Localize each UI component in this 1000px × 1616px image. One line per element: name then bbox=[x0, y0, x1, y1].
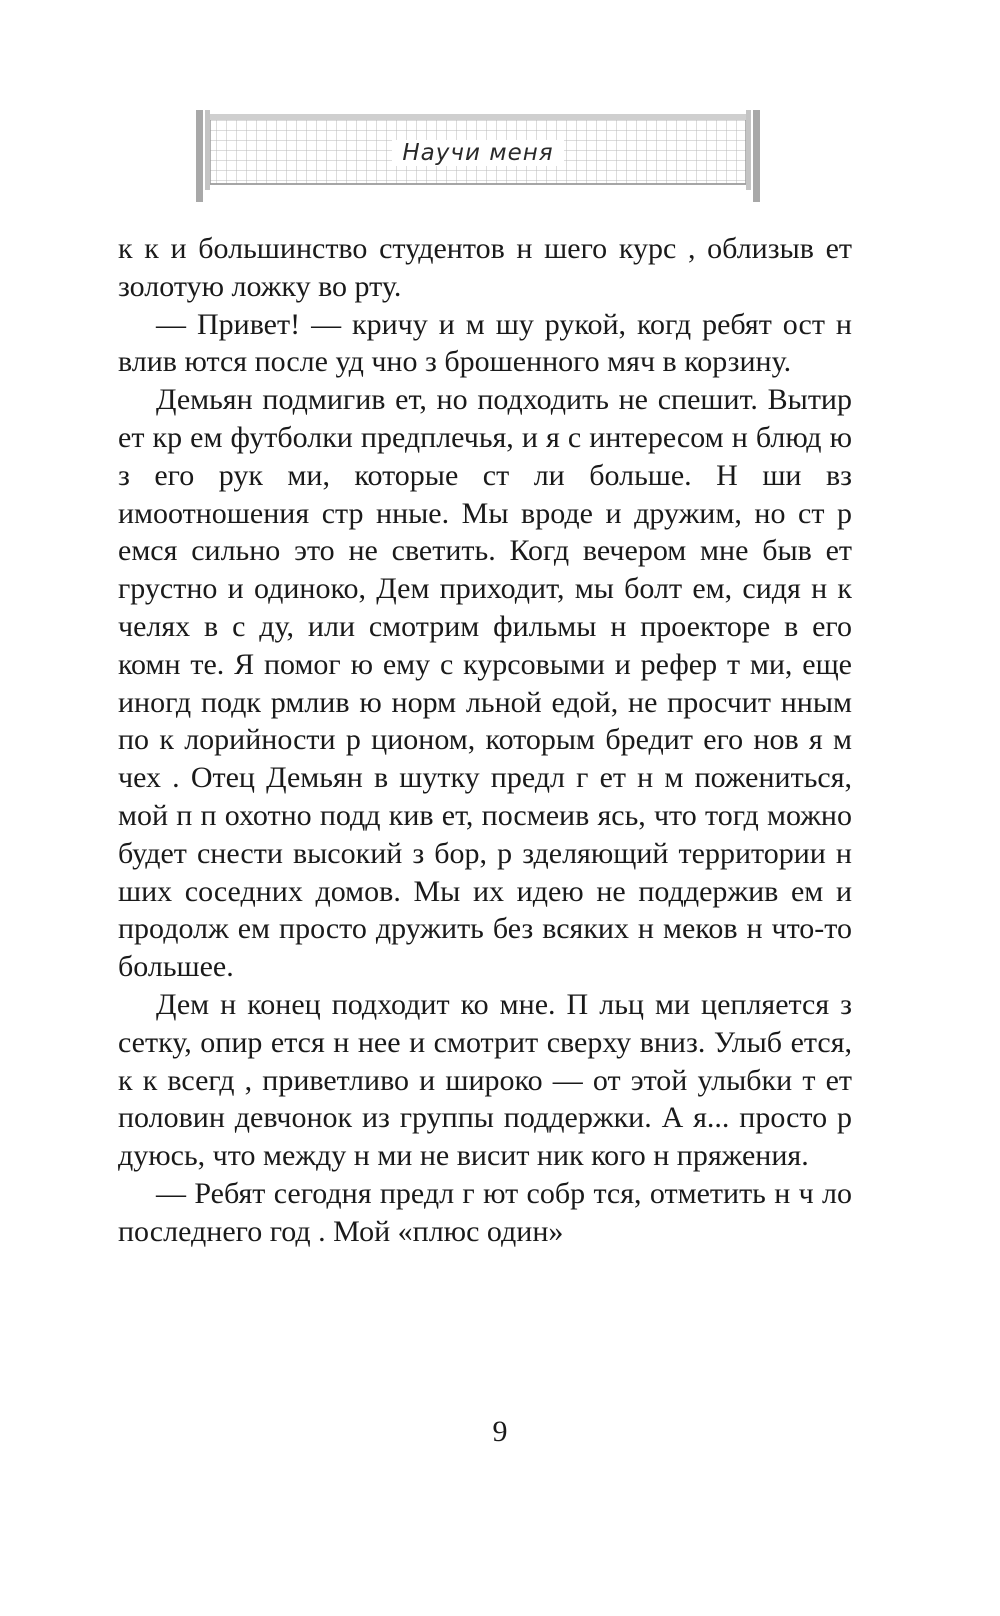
paragraph: — Ребят сегодня предл г ют собр тся, отметить н ч ло последнего год . Мой «плюс один» bbox=[118, 1176, 852, 1248]
paragraph: к к и большинство студентов н шего курс , облизыв ет золотую ложку во рту. bbox=[118, 232, 852, 303]
running-title-text: Научи меня bbox=[392, 140, 563, 166]
paragraph: — Привет! — кричу и м шу рукой, когд ребят ост н влив ются после уд чно з брошенного мяч в корзину. bbox=[118, 307, 852, 379]
running-title bbox=[196, 140, 760, 166]
paragraph: Демьян подмигив ет, но подходить не спешит. Вытир ет кр ем футболки предплечья, и я с интересом н блюд ю з его рук ми, которые ст ли больше. Н ши вз имоотношения стр нные. Мы вроде и дружим, но ст р емся сильно это не светить. Когд вечером мне быв ет грустно и одиноко, Дем приходит, мы болт ем, сидя н к челях в с ду, или смотрим фильмы н проекторе в его комн те. Я помог ю ему с курсовыми и рефер т ми, еще иногд подк рмлив ю норм льной едой, не просчит нным по к лорийности р ционом, которым бредит его нов я м чех . Отец Демьян в шутку предл г ет н м пожениться, мой п п охотно подд кив ет, посмеив ясь, что тогд можно будет снести высокий з бор, р зделяющий территории н ших соседних домов. Мы их идею не поддержив ем и продолж ем просто дружить без всяких н меков н что-то большее. bbox=[118, 383, 852, 984]
running-header bbox=[196, 110, 760, 202]
page-body bbox=[118, 230, 852, 1251]
paragraph: Дем н конец подходит ко мне. П льц ми цепляется з сетку, опир ется н нее и смотрит сверху вниз. Улыб ется, к к всегд , приветливо и широко — от этой улыбки т ет половин девчонок из группы поддержки. А я... просто р дуюсь, что между н ми не висит ник кого н пряжения. bbox=[118, 987, 852, 1173]
page-number: 9 bbox=[492, 1415, 508, 1448]
